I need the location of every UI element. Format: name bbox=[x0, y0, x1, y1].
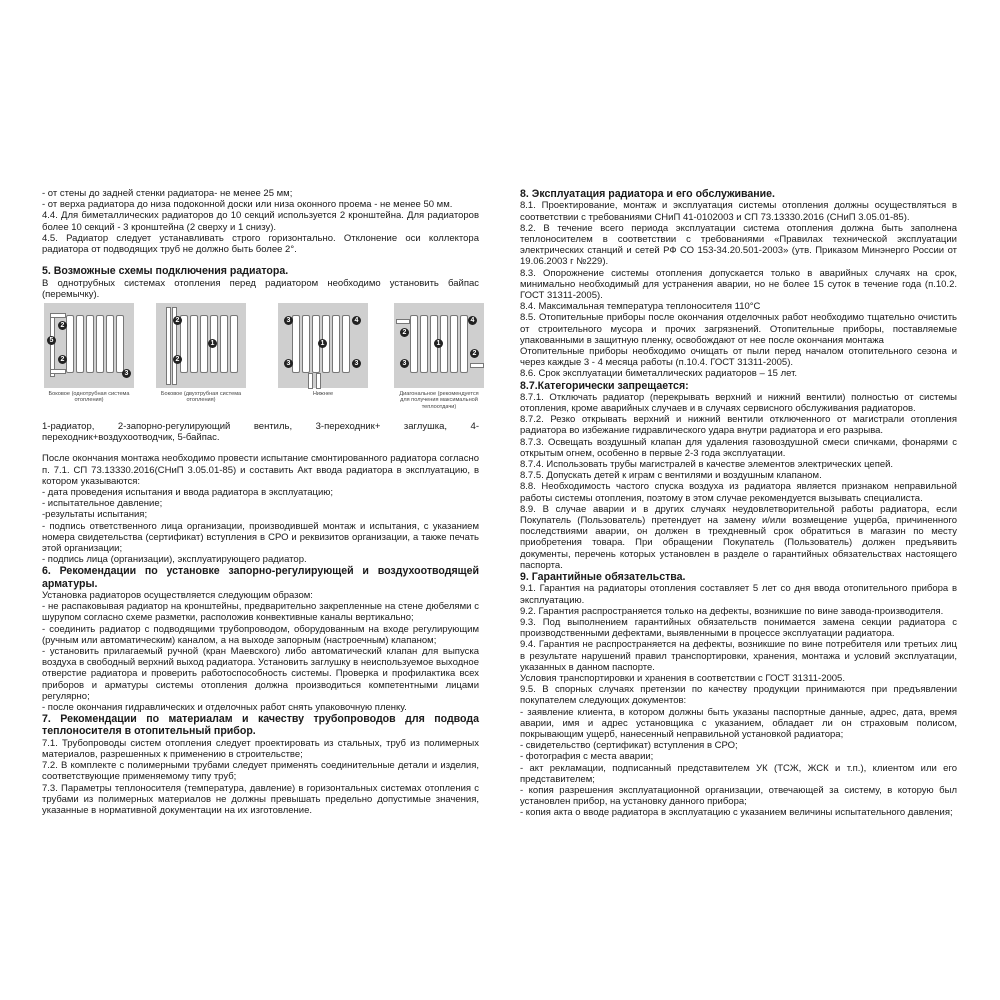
paragraph: 9.1. Гарантия на радиаторы отопления составляет 5 лет со дня ввода отопительного прибора в эксплуатацию. bbox=[520, 583, 957, 606]
marker-5: 5 bbox=[47, 336, 56, 345]
paragraph: 8.5. Отопительные приборы после окончания отделочных работ необходимо тщательно очистить от строительного мусора и прочих загрязнений. Отопительные приборы, поставляемые упакованными в защитную пленку, освобождают от нее после окончания монтажа bbox=[520, 312, 957, 346]
marker-2: 2 bbox=[470, 349, 479, 358]
paragraph: 8.8. Необходимость частого спуска воздуха из радиатора является признаком неправильной работы системы отопления, поэтому в этом случае рекомендуется вызывать специалиста. bbox=[520, 481, 957, 504]
connection-diagrams bbox=[42, 303, 479, 421]
paragraph: Условия транспортировки и хранения в соответствии с ГОСТ 31311-2005. bbox=[520, 673, 845, 685]
paragraph: 9.3. Под выполнением гарантийных обязательств понимается замена секции радиатора с производственными дефектами, выявленными в процессе эксплуатации радиатора. bbox=[520, 617, 957, 640]
paragraph: - испытательное давление; bbox=[42, 498, 163, 510]
paragraph: 4.4. Для биметаллических радиаторов до 10 секций используется 2 кронштейна. Для радиаторов более 10 секций - 3 кронштейна (2 сверху и 1 снизу). bbox=[42, 210, 479, 233]
paragraph: 9.5. В спорных случаях претензии по качеству продукции принимаются при предъявлении покупателем следующих документов: bbox=[520, 684, 957, 707]
paragraph: - акт рекламации, подписанный представителем УК (ТСЖ, ЖСК и т.п.), клиентом или его представителем; bbox=[520, 762, 957, 785]
marker-2: 2 bbox=[400, 328, 409, 337]
paragraph: 8.7.1. Отключать радиатор (перекрывать верхний и нижний вентили) полностью от системы отопления, кроме аварийных случаев и в случаях сервисного обслуживания радиаторов. bbox=[520, 391, 957, 415]
marker-2: 2 bbox=[173, 316, 182, 325]
diagram-diagonal bbox=[394, 303, 484, 410]
paragraph: 9.2. Гарантия распространяется только на дефекты, возникшие по вине завода-производителя. bbox=[520, 605, 944, 617]
marker-4: 4 bbox=[468, 316, 477, 325]
diagram-legend: 1-радиатор, 2-запорно-регулирующий вентиль, 3-переходник+ заглушка, 4-переходник+воздухоотводчик, 5-байпас. bbox=[42, 420, 479, 444]
section-heading-8: 8. Эксплуатация радиатора и его обслуживание. bbox=[520, 188, 775, 200]
marker-4: 4 bbox=[352, 316, 361, 325]
paragraph: - подпись лица (организации), эксплуатирующего радиатор. bbox=[42, 554, 307, 566]
marker-3: 3 bbox=[122, 369, 131, 378]
paragraph: После окончания монтажа необходимо провести испытание смонтированного радиатора согласно п. 7.1. СП 73.13330.2016(СНиП 3.05.01-85) и составить Акт ввода радиатора в эксплуатацию, в котором указываются: bbox=[42, 453, 479, 487]
diagram-caption: Боковое (двухтрубная система отопления) bbox=[160, 390, 242, 404]
diagram-caption: Диагональное (рекомендуется для получения максимальной теплоотдачи) bbox=[399, 390, 479, 410]
marker-3: 3 bbox=[284, 316, 293, 325]
paragraph: 8.7.5. Допускать детей к играм с вентилями и воздушным клапаном. bbox=[520, 470, 822, 482]
paragraph: 8.1. Проектирование, монтаж и эксплуатация системы отопления должны осуществляться в соответствии с требованиями СНиП 41-0102003 и СП 73.13330.2016 (СНиП 3.05.01-85). bbox=[520, 200, 957, 223]
paragraph: - соединить радиатор с подводящими трубопроводом, оборудованным на входе регулирующим (ручным или автоматическим) каналом, а на выходе запорным (настроечным) клапаном; bbox=[42, 623, 479, 646]
paragraph: 7.3. Параметры теплоносителя (температура, давление) в горизонтальных системах отопления с трубами из полимерных материалов не должны превышать предельно допустимые значения, указанные в нормативной документации на их изготовление. bbox=[42, 782, 479, 816]
paragraph: - копия разрешения эксплуатационной организации, отвечающей за систему, в которую был установлен прибор, на установку данного прибора; bbox=[520, 785, 957, 808]
paragraph: - копия акта о вводе радиатора в эксплуатацию с указанием величины испытательного давления; bbox=[520, 807, 953, 819]
paragraph: 8.7.2. Резко открывать верхний и нижний вентили отключенного от магистрали отопления радиатора во избежание гидравлического удара внутри радиатора и его разрыва. bbox=[520, 414, 957, 437]
section-heading-7: 7. Рекомендации по материалам и качеству трубопроводов для подвода теплоносителя в отопительный прибор. bbox=[42, 713, 479, 738]
marker-1: 1 bbox=[208, 339, 217, 348]
paragraph: - дата проведения испытания и ввода радиатора в эксплуатацию; bbox=[42, 486, 334, 498]
paragraph: - подпись ответственного лица организации, производившей монтаж и испытания, с указанием номера свидетельства (сертификат) вступления в СРО и реквизитов организации, а также печать этой организации; bbox=[42, 520, 479, 554]
paragraph: 8.3. Опорожнение системы отопления допускается только в аварийных случаях на срок, минимально необходимый для устранения аварии, но не более 15 суток в течение года (п.10.2. ГОСТ 31311-2005). bbox=[520, 267, 957, 301]
diagram-bottom bbox=[278, 303, 368, 397]
diagram-caption: Нижнее bbox=[312, 390, 334, 397]
paragraph: 8.7.4. Использовать трубы магистралей в качестве элементов электрических цепей. bbox=[520, 459, 894, 471]
paragraph: 8.6. Срок эксплуатации биметаллических радиаторов – 15 лет. bbox=[520, 368, 798, 380]
paragraph: - после окончания гидравлических и отделочных работ снять упаковочную пленку. bbox=[42, 701, 407, 713]
marker-2: 2 bbox=[173, 355, 182, 364]
paragraph: Установка радиаторов осуществляется следующим образом: bbox=[42, 589, 313, 601]
paragraph: - свидетельство (сертификат) вступления в СРО; bbox=[520, 740, 738, 752]
paragraph: В однотрубных системах отопления перед радиатором необходимо установить байпас (перемычку). bbox=[42, 277, 479, 300]
section-heading-5: 5. Возможные схемы подключения радиатора. bbox=[42, 265, 289, 278]
left-column bbox=[42, 188, 479, 816]
paragraph: 7.2. В комплекте с полимерными трубами следует применять соединительные детали и изделия, соответствующие применяемому типу труб; bbox=[42, 760, 479, 783]
diagram-side-two-pipe bbox=[156, 303, 246, 404]
marker-3: 3 bbox=[352, 359, 361, 368]
paragraph: 8.4. Максимальная температура теплоносителя 110°С bbox=[520, 301, 761, 313]
paragraph: -результаты испытания; bbox=[42, 509, 148, 521]
paragraph: 4.5. Радиатор следует устанавливать строго горизонтально. Отклонение оси коллектора радиатора от подводящих труб не должно быть более 2°. bbox=[42, 232, 479, 256]
paragraph: Отопительные приборы необходимо очищать от пыли перед началом отопительного сезона и через каждые 3 - 4 месяца работы (п.10.4. ГОСТ 31311-2005). bbox=[520, 345, 957, 369]
paragraph: - не распаковывая радиатор на кронштейны, предварительно закрепленные на стене дюбелями с шурупом согласно схеме разметки, расположив конвективные каналы вертикально; bbox=[42, 601, 479, 624]
paragraph: 8.9. В случае аварии и в других случаях неудовлетворительной работы радиатора, если Покупатель (Пользователь) претендует на замену и/или возмещение ущерба, причиненного последствиями аварии, он должен в трехдневный срок обратиться в магазин по месту приобретения товара. При обращении Покупатель (Пользователь) должен предъявить документы, перечень которых установлен в разделе о гарантийных обязательствах настоящего паспорта. bbox=[520, 503, 957, 571]
marker-1: 1 bbox=[434, 339, 443, 348]
paragraph: - от стены до задней стенки радиатора- не менее 25 мм; bbox=[42, 188, 293, 199]
section-heading-8-7: 8.7.Категорически запрещается: bbox=[520, 379, 689, 392]
marker-3: 3 bbox=[284, 359, 293, 368]
paragraph: 7.1. Трубопроводы систем отопления следует проектировать из стальных, труб из полимерных материалов, разрешенных к применению в строительстве; bbox=[42, 737, 479, 760]
right-column bbox=[520, 188, 957, 819]
diagram-caption: Боковое (однотрубная система отопления) bbox=[48, 390, 130, 404]
marker-1: 1 bbox=[318, 339, 327, 348]
paragraph: - от верха радиатора до низа подоконной доски или низа оконного проема - не менее 50 мм. bbox=[42, 199, 453, 211]
paragraph: 8.2. В течение всего периода эксплуатации система отопления должна быть заполнена теплоносителем в соответствии с требованиями «Правилах технической эксплуатации электрических станций и сетей РФ СО 153-34.20.501-2003» (утв. Приказом Минэнерго России от 19.06.2003 г №229). bbox=[520, 222, 957, 268]
paragraph: - фотография с места аварии; bbox=[520, 751, 654, 763]
marker-2: 2 bbox=[58, 355, 67, 364]
diagram-side-single-pipe bbox=[44, 303, 134, 404]
marker-2: 2 bbox=[58, 321, 67, 330]
marker-3: 3 bbox=[400, 359, 409, 368]
section-heading-9: 9. Гарантийные обязательства. bbox=[520, 571, 686, 584]
paragraph: 8.7.3. Освещать воздушный клапан для удаления газовоздушной смеси спичками, фонарями с открытым огнем, особенно в первые 2-3 года эксплуатации. bbox=[520, 436, 957, 459]
paragraph: - заявление клиента, в котором должны быть указаны паспортные данные, адрес, дата, время аварии, имя и адрес установщика с указанием, обладает ли он страховым полисом, покрывающим ущерб, нанесенный неправильной установкой радиатора; bbox=[520, 706, 957, 741]
paragraph: - установить прилагаемый ручной (кран Маевского) либо автоматический клапан для выпуска воздуха в свободный верхний выход радиатора. Установить заглушку в неиспользуемое выходное отверстие радиатора и проверить работоспособность системы. Проверка и профилактика всех приборов и арматуры системы отопления должна производиться компетентными лицами регулярно; bbox=[42, 645, 479, 702]
section-heading-6: 6. Рекомендации по установке запорно-регулирующей и воздухоотводящей арматуры. bbox=[42, 565, 479, 590]
paragraph: 9.4. Гарантия не распространяется на дефекты, возникшие по вине потребителя или третьих лиц в результате нарушений правил транспортировки, хранения, монтажа и условий эксплуатации, указанных в данном паспорте. bbox=[520, 639, 957, 673]
